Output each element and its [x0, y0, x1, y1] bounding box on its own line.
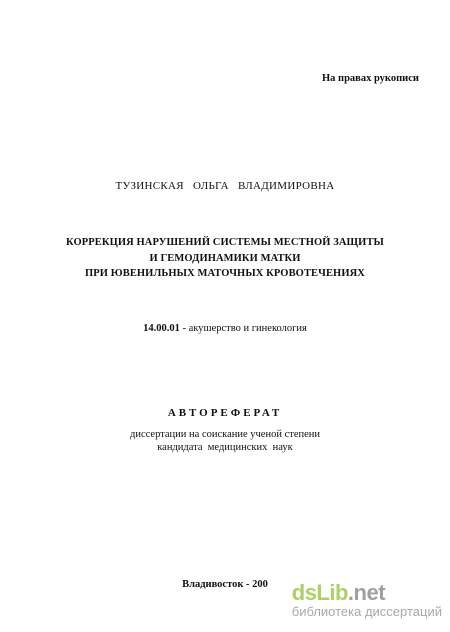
abstract-heading: АВТОРЕФЕРАТ [167, 407, 283, 419]
thesis-title-line: И ГЕМОДИНАМИКИ МАТКИ [149, 252, 301, 264]
city-year: Владивосток - 200 [182, 579, 268, 590]
specialty-code: 14.00.01 [143, 323, 180, 334]
watermark-tagline: библиотека диссертаций [291, 604, 442, 619]
degree-statement [0, 428, 450, 454]
thesis-title [0, 235, 450, 282]
specialty [0, 324, 450, 335]
watermark-logo [292, 582, 442, 604]
thesis-title-line: КОРРЕКЦИЯ НАРУШЕНИЙ СИСТЕМЫ МЕСТНОЙ ЗАЩИТЫ [66, 237, 384, 248]
manuscript-note: На правах рукописи [322, 73, 419, 84]
watermark-logo-main: dsLib [291, 580, 348, 605]
watermark [292, 582, 442, 618]
watermark-logo-domain: .net [347, 580, 386, 605]
thesis-title-line: ПРИ ЮВЕНИЛЬНЫХ МАТОЧНЫХ КРОВОТЕЧЕНИЯХ [85, 268, 365, 279]
specialty-name: - акушерство и гинекология [179, 323, 307, 334]
degree-line: кандидата медицинских наук [157, 442, 293, 453]
degree-line: диссертации на соискание ученой степени [130, 429, 320, 440]
author-name: ТУЗИНСКАЯ ОЛЬГА ВЛАДИМИРОВНА [115, 180, 335, 192]
